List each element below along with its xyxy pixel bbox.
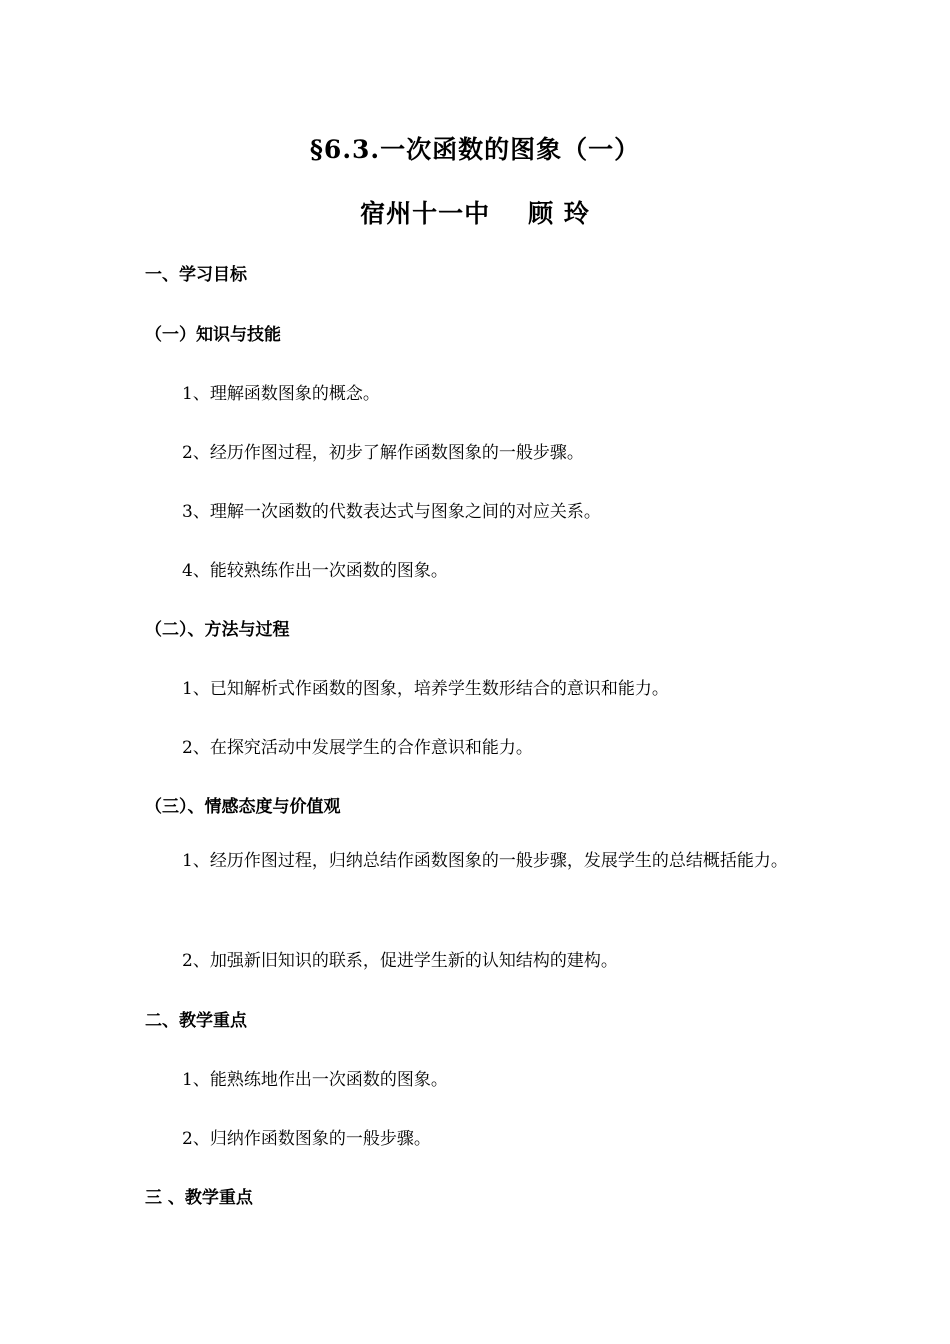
document-title: §6.3.一次函数的图象（一）	[309, 135, 641, 164]
subsection-heading-knowledge-skills: （一）知识与技能	[145, 325, 281, 345]
list-item: 2、经历作图过程，初步了解作函数图象的一般步骤。	[182, 443, 584, 463]
author-line	[0, 194, 950, 230]
subsection-heading-attitudes-values: （三）、情感态度与价值观	[145, 797, 341, 817]
section-heading-learning-goals: 一、学习目标	[145, 265, 247, 285]
list-item: 1、已知解析式作函数的图象，培养学生数形结合的意识和能力。	[182, 679, 669, 699]
list-item: 2、在探究活动中发展学生的合作意识和能力。	[182, 738, 533, 758]
subsection-heading-methods-process: （二）、方法与过程	[145, 620, 290, 640]
list-item: 2、加强新旧知识的联系，促进学生新的认知结构的建构。	[182, 951, 618, 971]
section-heading-teaching-focus-3: 三 、教学重点	[145, 1188, 253, 1208]
section-heading-teaching-focus: 二、教学重点	[145, 1011, 247, 1031]
author-name: 顾 玲	[528, 199, 590, 228]
list-item: 1、理解函数图象的概念。	[182, 384, 380, 404]
list-item: 2、归纳作函数图象的一般步骤。	[182, 1129, 431, 1149]
list-item: 4、能较熟练作出一次函数的图象。	[182, 561, 448, 581]
list-item: 1、经历作图过程，归纳总结作函数图象的一般步骤，发展学生的总结概括能力。	[182, 851, 788, 871]
school-name: 宿州十一中	[360, 199, 491, 228]
list-item: 3、理解一次函数的代数表达式与图象之间的对应关系。	[182, 502, 601, 522]
list-item: 1、能熟练地作出一次函数的图象。	[182, 1070, 448, 1090]
